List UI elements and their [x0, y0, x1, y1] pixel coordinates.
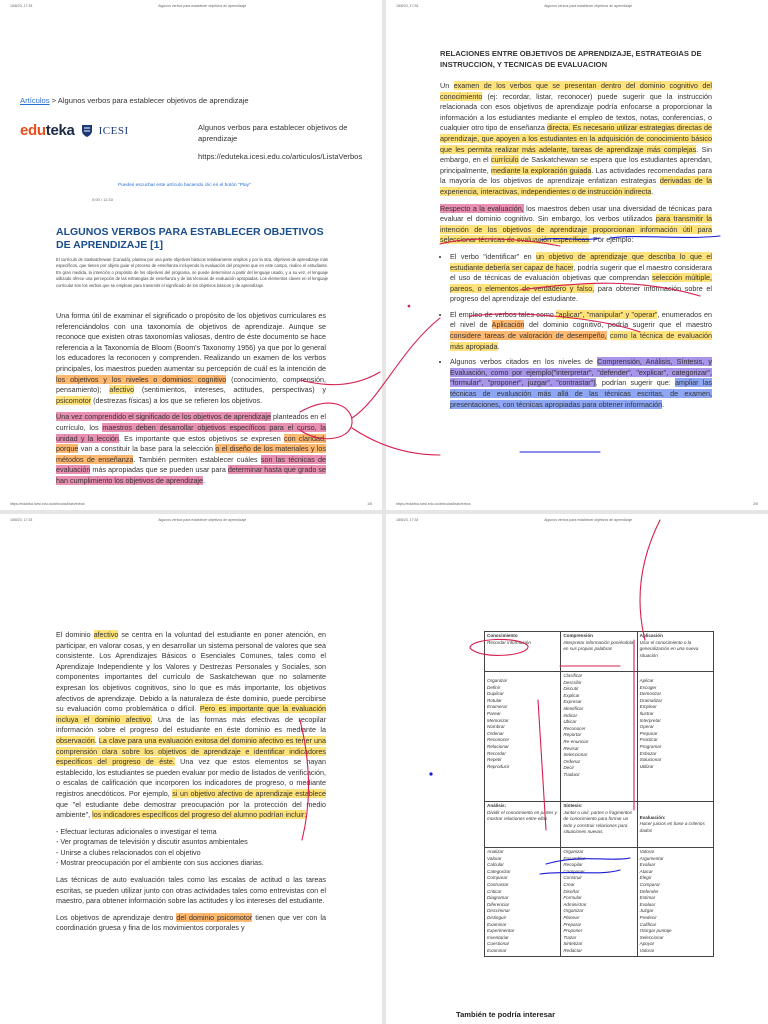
indicator-list: [56, 827, 326, 869]
header-date: 18/8/23, 17:34: [396, 518, 419, 522]
page-footer: [10, 502, 372, 506]
page-header: [396, 518, 758, 522]
body-text-p3: [56, 630, 326, 940]
footer-page: 1/5: [367, 502, 372, 506]
page-1: [0, 0, 382, 510]
list-item: - Unirse a clubes relacionados con el objetivo: [56, 847, 201, 857]
table-row: [485, 632, 714, 672]
body-text-p2: [440, 81, 712, 416]
audio-time: 0:00 / 11:33: [92, 197, 113, 202]
verbs-table: [484, 631, 714, 957]
meta-url[interactable]: https://eduteka.icesi.edu.co/articulos/ListaVerbos: [198, 152, 363, 161]
table-cell: Evaluación: Hacer juicios en base a criterios dados: [637, 802, 713, 848]
table-cell: Aplicación Usar el conocimiento o la generalización en una nueva situación: [637, 632, 713, 672]
page-footer: [396, 502, 758, 506]
list-item: • Algunos verbos citados en los niveles de Comprensión, Análisis, Síntesis, y Evaluación, como por ejemplo("interpretar", "defender", "explicar", categorizar", "formular", "proponer", juzgar", "contrastar"), podrían sugerir que: ampliar las técnicas de evaluación más allá de las técnicas escritas, de examen, presentaciones, con técnicas apropiadas para obtener información.: [450, 357, 712, 410]
table-cell: Análisis: Dividir el conocimiento en partes y mostrar relaciones entre ellas: [485, 802, 561, 848]
eduteka-icesi-logo: [20, 122, 129, 139]
table-cell: Conocimiento Recordar información: [485, 632, 561, 672]
intro-paragraph: El currículo de Saskatchewan (Canadá), plantea por una parte objetivos básicos relativamente amplios y por la otra, objetivos de aprendizaje más específicos, que tienen por objeto guiar el proceso de enseñanza incluyendo la evaluación del progreso que en este campo, realice el estudiante. En gran medida, la intención o propósito de los objetivos del programa, se puede determinar a partir del lenguaje usado, y a su vez, el lenguaje utilizado ofrece una percepción de las estrategias de enseñanza y de las técnicas de evaluación apropiadas. Los elementos claves en el lenguaje curricular son los verbos que se emplean para transmitir el significado de los objetivos básicos y de aprendizaje.: [56, 257, 328, 288]
table-row: [485, 672, 714, 802]
header-title: Algunos verbos para establecer objetivos de aprendizaje: [158, 4, 247, 8]
footer-url: https://eduteka.icesi.edu.co/articulos/listaVerbos: [396, 502, 471, 506]
article-title: ALGUNOS VERBOS PARA ESTABLECER OBJETIVOS DE APRENDIZAJE [1]: [56, 226, 324, 251]
header-date: 18/8/23, 17:33: [396, 4, 419, 8]
breadcrumb-current: > Algunos verbos para establecer objetivos de aprendizaje: [49, 96, 249, 105]
header-title: Algunos verbos para establecer objetivos de aprendizaje: [158, 518, 247, 522]
page-3: [0, 514, 382, 1024]
header-date: 18/8/23, 17:33: [10, 4, 33, 8]
icesi-shield-icon: [81, 124, 93, 138]
paragraph: Los objetivos de aprendizaje dentro del dominio psicomotor tienen que ver con la coordinación gruesa y fina de los movimientos corporales y: [56, 912, 326, 933]
paragraph: El dominio afectivo se centra en la voluntad del estudiante en poner atención, en participar, en valorar cosas, y en desarrollar un sistema personal de valores que sea consistente. Los Aprendizajes Básicos o Esenciales Comunes, tales como el Aprendizaje Independiente y los Valores y Destrezas Personales y Sociales, son componentes importantes del currículo de Saskatchewan que no solamente expresan los objetivos cognitivos, sino lo que es más importante, los objetivos afectivos de aprendizaje. Debido a la naturaleza de éste dominio, puede percibirse su evaluación como problemática o difícil. Pero es importante que la evaluación incluya el dominio afectivo. Una de las formas más efectivas de recopilar información sobre el progreso del estudiante en éste dominio es mediante la observación. La clave para una evaluación exitosa del dominio afectivo es tener una comprensión clara sobre los objetivos de aprendizaje e identificar indicadores específicos del progreso de éste. Una vez que estos elementos se hayan establecido, los estudiantes se pueden evaluar por medio de listados de verificación, o escalas de calificación que incorporen los indicadores de progreso, o mediante registros anecdóticos. Por ejemplo, si un objetivo afectivo de aprendizaje establece que "el estudiante debe demostrar preocupación por la protección del medio ambiente", los indicadores específicos del progreso del alumno podrían incluir:: [56, 630, 326, 820]
section-heading: RELACIONES ENTRE OBJETIVOS DE APRENDIZAJE, ESTRATEGIAS DE INSTRUCCION, Y TECNICAS DE EVALUACION: [440, 49, 702, 69]
header-title: Algunos verbos para establecer objetivos de aprendizaje: [544, 518, 633, 522]
list-item: - Mostrar preocupación por el ambiente con sus acciones diarias.: [56, 858, 264, 868]
table-cell: Analizar Valorar Calcular Categorizar Comparar Contrastar Criticar Diagramar Diferenciar Discriminar Distinguir Examinar Experimentar Inventariar Cuestionar Examinar: [485, 848, 561, 957]
audio-hint: Puedes escuchar este artículo haciendo clic en el botón "Play": [118, 183, 251, 188]
table-cell: Síntesis: Juntar o unir, partes o fragmentos de conocimiento para formar un todo y construir relaciones para situaciones nuevas.: [561, 802, 637, 848]
breadcrumb: [20, 96, 249, 105]
related-heading: También te podría interesar: [456, 1010, 556, 1019]
paragraph: Una forma útil de examinar el significado o propósito de los objetivos curriculares es referenciándolos con una taxonomía de objetivos de aprendizaje. Aunque se reconoce que existen otras taxonomías valiosas, dentro de éste documento se hace referencia a la Taxonomía de Bloom (Boom's Taxonomy 1956) ya que por lo general los educadores la reconocen y comprenden. Realizando un examen de los verbos principales, los maestros pueden aumentar su percepción de cuál es la intención de los objetivos y los niveles o dominios: cognitivo (conocimiento, comprensión, pensamiento); afectivo (sentimientos, intereses, actitudes, perspectivas) y psicomotor (destrezas físicas) a los que se refieren los objetivos.: [56, 311, 326, 405]
table-cell: Valorar Argumentar Evaluar Atacar Elegir Comparar Defender Estimar Evaluar Juzgar Predecir Calificar Otorgar puntaje Seleccionar Apoyar Valorar: [637, 848, 713, 957]
table-cell: Comprensión Interpretar información poniéndola en sus propias palabras: [561, 632, 637, 672]
paragraph: Las técnicas de auto evaluación tales como las escalas de actitud o las tareas escritas, se pueden utilizar junto con otras actividades tales como entrevistas con el maestro, para obtener información sobre las actitudes y los intereses del estudiante.: [56, 875, 326, 906]
list-item: - Ver programas de televisión y discutir asuntos ambientales: [56, 837, 248, 847]
table-cell: Organizar Ensamblar Recopilar Componer Construir Crear Diseñar Formular Administrar Organizar Planear Preparar Proponer Trazar Sintetizar Redactar: [561, 848, 637, 957]
table-cell: Clasificar Describir Discutir Explicar Expresar Identificar Indicar Ubicar Reconocer Reportar Re-enunciar Revisar Seleccionar Ordenar Decir Traducir: [561, 672, 637, 802]
table-cell: Organizar Definir Duplicar Rotular Enumerar Parear Memorizar Nombrar Ordenar Reconocer Relacionar Recordar Repetir Reproducir: [485, 672, 561, 802]
page-header: [10, 4, 372, 8]
eduteka-wordmark: eduteka: [20, 122, 75, 139]
header-date: 18/8/23, 17:33: [10, 518, 33, 522]
page-header: [10, 518, 372, 522]
page-header: [396, 4, 758, 8]
list-item: • El verbo "identificar" en un objetivo de aprendizaje que describa lo que el estudiante debería ser capaz de hacer, podría sugerir que el maestro considerara el uso de técnicas de evaluación objetivas que comprendan selección múltiple, pareos, o elementos de verdadero y falso, para obtener información sobre el progreso del aprendizaje del estudiante.: [450, 252, 712, 305]
paragraph: Respecto a la evaluación, los maestros deben usar una diversidad de técnicas para evaluar el dominio cognitivo. Sin embargo, los verbos utilizados para transmitir la intención de los objetivos de aprendizaje proporcionan información útil para seleccionar técnicas de evaluación específicas. Por ejemplo:: [440, 203, 713, 245]
table-cell: Aplicar Escoger Demostrar Dramatizar Emplear Ilustrar Interpretar Operar Preparar Practicar Programar Esbozar Solucionar Utilizar: [637, 672, 713, 802]
meta-title: Algunos verbos para establecer objetivos de aprendizaje: [198, 123, 348, 143]
body-text: [56, 311, 326, 493]
breadcrumb-link-articulos[interactable]: Artículos: [20, 96, 50, 105]
bullet-list: [440, 252, 712, 410]
list-item: - Efectuar lecturas adicionales o investigar el tema: [56, 826, 217, 836]
header-title: Algunos verbos para establecer objetivos de aprendizaje: [544, 4, 633, 8]
icesi-wordmark: ICESI: [98, 124, 129, 137]
table-row: [485, 802, 714, 848]
footer-page: 2/5: [753, 502, 758, 506]
paragraph: Un examen de los verbos que se presentan dentro del dominio cognitivo del conocimiento (ej: recordar, listar, reconocer) puede sugerir que la instrucción relacionada con esos objetivos de aprendizaje podría enfocarse a proporcionar la información a los estudiantes mediante el empleo de textos, notas, conferencias, o cualquier otro tipo de enseñanza directa. Es necesario utilizar estrategias directas de aprendizaje, que apoyen a los estudiantes en la adquisición de conocimiento básico que les permita realizar más adelante, tareas de aprendizaje más complejas. Sin embargo, en el currículo de Saskatchewan se espera que los estudiantes aprendan, principalmente, mediante la exploración guiada. Las actividades recomendadas para la mayoría de los objetivos de aprendizaje enfatizan estrategias derivadas de la experiencia, interactivas, independientes o de instrucción indirecta.: [440, 81, 713, 196]
paragraph: Una vez comprendido el significado de los objetivos de aprendizaje planteados en el currículo, los maestros deben desarrollar objetivos específicos para el curso, la unidad y la lección. Es importante que estos objetivos se expresen con claridad, porque van a constituir la base para la selección o el diseño de los materiales y los métodos de enseñanza. También permiten establecer cuáles son las técnicas de evaluación más apropiadas que se pueden usar para determinar hasta que grado se han cumplimiento los objetivos de aprendizaje.: [56, 412, 326, 485]
list-item: • El empleo de verbos tales como "aplicar", "manipular" y "operar", enumerados en el nivel de Aplicación del dominio cognitivo, podría sugerir que el maestro considere tareas de valoración de desempeño, como la técnica de evaluación más apropiada.: [450, 310, 712, 352]
table-row: [485, 848, 714, 957]
footer-url: https://eduteka.icesi.edu.co/articulos/listaVerbos: [10, 502, 85, 506]
